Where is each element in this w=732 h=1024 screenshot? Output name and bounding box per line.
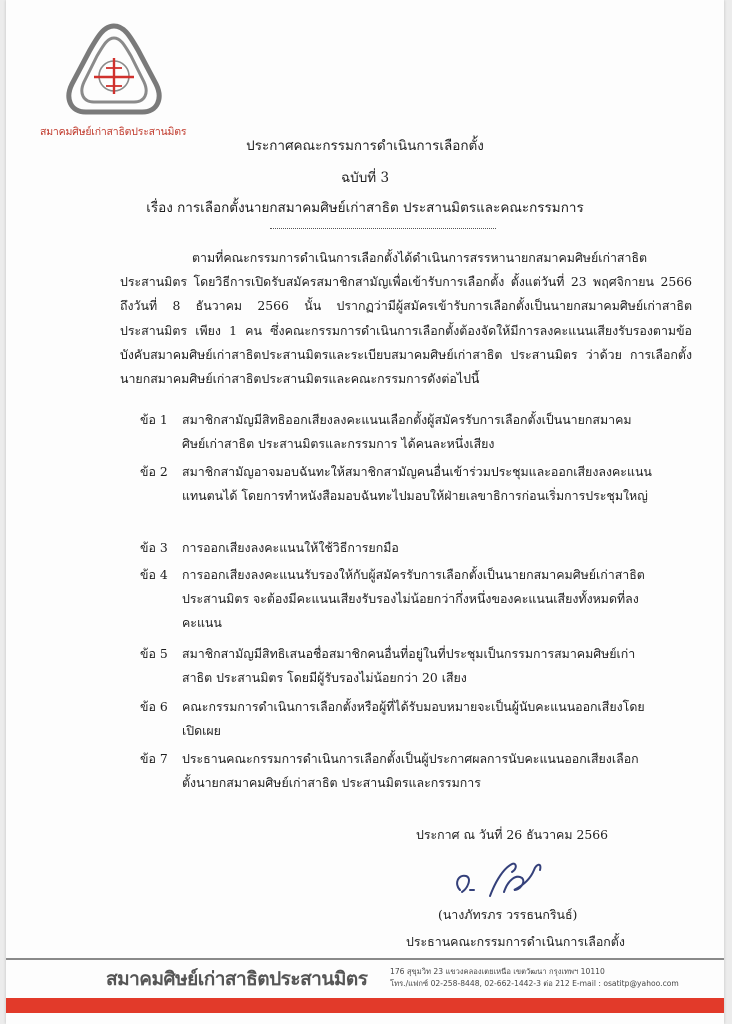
announcement-issue: ฉบับที่ 3: [340, 170, 390, 186]
clause-number: ข้อ 1: [140, 412, 168, 427]
footer-address: [390, 966, 679, 990]
signer-title: ประธานคณะกรรมการดำเนินการเลือกตั้ง: [406, 934, 625, 949]
clause-text: สมาชิกสามัญมีสิทธิออกเสียงลงคะแนนเลือกตั้งผู้สมัครรับการเลือกตั้งเป็นนายกสมาคมศิษย์เก่าสาธิต ประสานมิตรและกรรมการ ได้คนละหนึ่งเสียง: [182, 412, 632, 452]
announcement-body: ตามที่คณะกรรมการดำเนินการเลือกตั้งได้ดำเนินการสรรหานายกสมาคมศิษย์เก่าสาธิต ประสานมิตร โดยวิธีการเปิดรับสมัครสมาชิกสามัญเพื่อเข้ารับการเลือกตั้ง ตั้งแต่วันที่ 23 พฤศจิกายน 2566 ถึงวันที่ 8 ธันวาคม 2566 นั้น ปรากฏว่ามีผู้สมัครเข้ารับการเลือกตั้งเป็นนายกสมาคมศิษย์เก่าสาธิต ประสานมิตร เพียง 1 คน ซึ่งคณะกรรมการดำเนินการเลือกตั้งต้องจัดให้มีการลงคะแนนเสียงรับรองตามข้อบังคับสมาคมศิษย์เก่าสาธิตประสานมิตรและระเบียบสมาคมศิษย์เก่าสาธิต ประสานมิตร ว่าด้วย การเลือกตั้งนายกสมาคมศิษย์เก่าสาธิตประสานมิตรและคณะกรรมการดังต่อไปนี้: [120, 250, 692, 387]
clause-text: การออกเสียงลงคะแนนรับรองให้กับผู้สมัครรับการเลือกตั้งเป็นนายกสมาคมศิษย์เก่าสาธิตประสานมิตร จะต้องมีคะแนนเสียงรับรองไม่น้อยกว่ากึ่งหนึ่งของคะแนนเสียงทั้งหมดที่ลงคะแนน: [182, 567, 645, 631]
announcement-subject: เรื่อง การเลือกตั้งนายกสมาคมศิษย์เก่าสาธิต ประสานมิตรและคณะกรรมการ: [146, 200, 584, 216]
document-page: [6, 0, 724, 1024]
footer-divider: [6, 958, 724, 960]
logo-caption: สมาคมศิษย์เก่าสาธิตประสานมิตร: [40, 126, 187, 138]
handwritten-signature: [446, 850, 556, 904]
clause-number: ข้อ 5: [140, 646, 168, 661]
clause-number: ข้อ 3: [140, 540, 168, 555]
separator-line: [270, 228, 496, 229]
association-emblem-icon: [64, 22, 164, 120]
footer-contact-line: โทร./แฟกซ์ 02-258-8448, 02-662-1442-3 ต่อ 212 E-mail : osatitp@yahoo.com: [390, 979, 679, 988]
association-logo: [40, 22, 190, 140]
clause-number: ข้อ 7: [140, 751, 168, 766]
clause-number: ข้อ 4: [140, 567, 168, 582]
clause-text: ประธานคณะกรรมการดำเนินการเลือกตั้งเป็นผู้ประกาศผลการนับคะแนนออกเสียงเลือกตั้งนายกสมาคมศิษย์เก่าสาธิต ประสานมิตรและกรรมการ: [182, 751, 639, 791]
clause-text: การออกเสียงลงคะแนนให้ใช้วิธีการยกมือ: [182, 540, 399, 555]
clause-text: คณะกรรมการดำเนินการเลือกตั้งหรือผู้ที่ได้รับมอบหมายจะเป็นผู้นับคะแนนออกเสียงโดยเปิดเผย: [182, 699, 645, 739]
clause-text: สมาชิกสามัญมีสิทธิเสนอชื่อสมาชิกคนอื่นที่อยู่ในที่ประชุมเป็นกรรมการสมาคมศิษย์เก่าสาธิต ประสานมิตร โดยมีผู้รับรองไม่น้อยกว่า 20 เสียง: [182, 646, 636, 686]
announcement-date: ประกาศ ณ วันที่ 26 ธันวาคม 2566: [416, 827, 608, 842]
clause-text: สมาชิกสามัญอาจมอบฉันทะให้สมาชิกสามัญคนอื่นเข้าร่วมประชุมและออกเสียงลงคะแนนแทนตนได้ โดยการทำหนังสือมอบฉันทะไปมอบให้ฝ่ายเลขาธิการก่อนเริ่มการประชุมใหญ่: [182, 464, 652, 504]
clause-number: ข้อ 2: [140, 464, 168, 479]
announcement-title: ประกาศคณะกรรมการดำเนินการเลือกตั้ง: [246, 138, 484, 154]
footer-address-line: 176 สุขุมวิท 23 แขวงคลองเตยเหนือ เขตวัฒนา กรุงเทพฯ 10110: [390, 967, 605, 976]
signer-name: (นางภัทรภร วรรธนกรินธ์): [438, 907, 578, 922]
footer-org-name: สมาคมศิษย์เก่าสาธิตประสานมิตร: [106, 968, 368, 990]
clause-number: ข้อ 6: [140, 699, 168, 714]
footer-color-bar: [6, 998, 724, 1013]
